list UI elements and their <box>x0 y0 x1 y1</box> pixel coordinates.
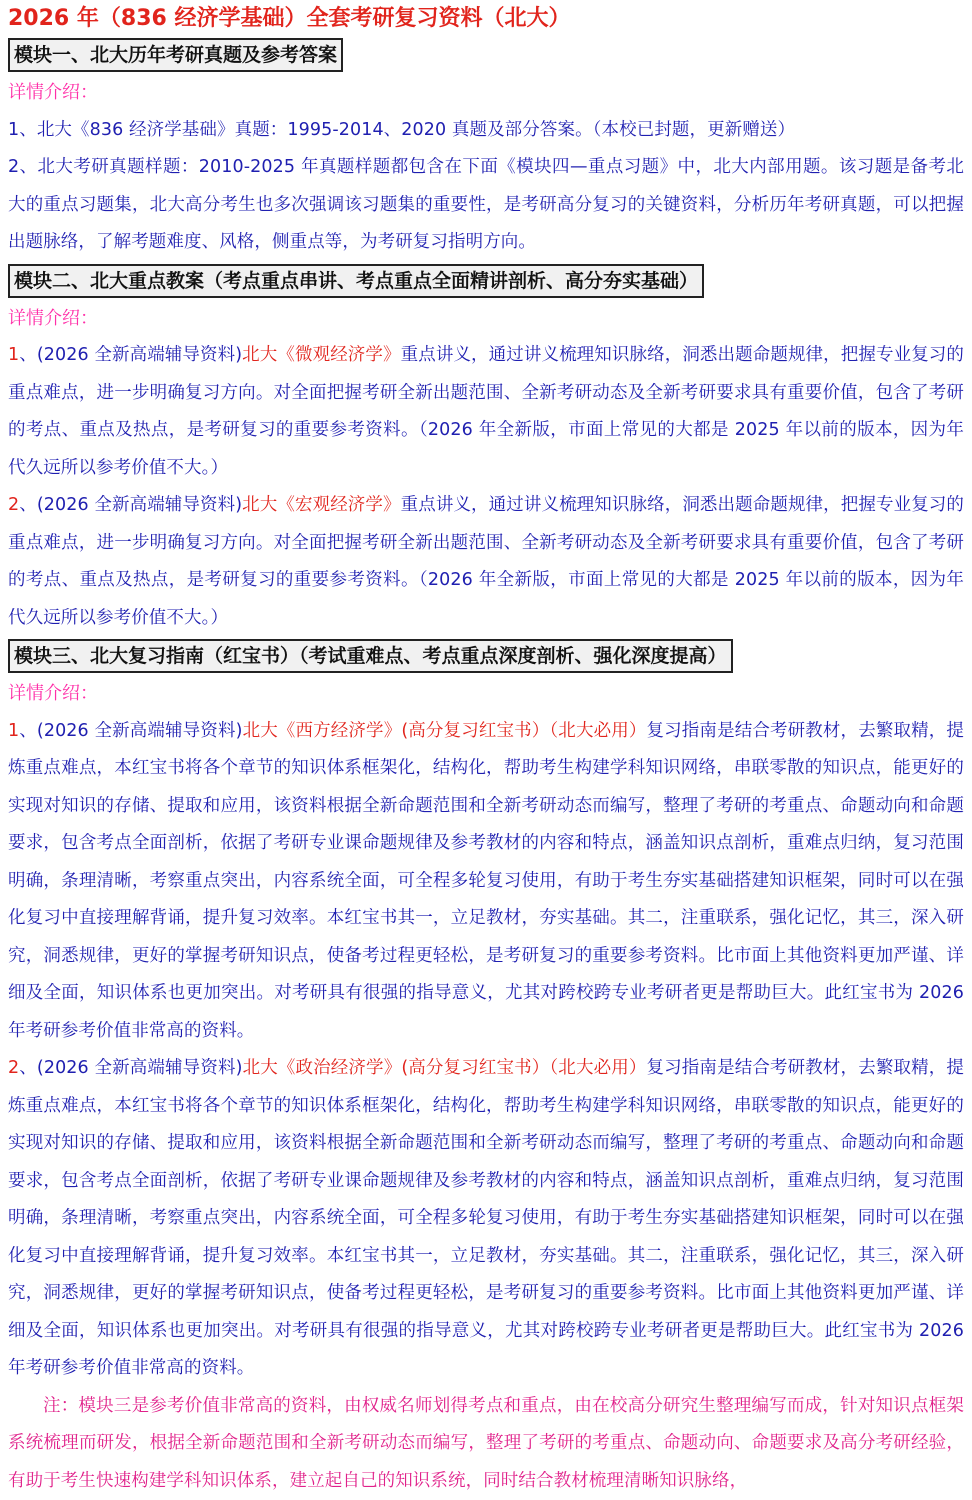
item-prefix: 、(2026 全新高端辅导资料) <box>19 495 242 515</box>
module-3-item-1 <box>8 713 964 1051</box>
item-body: 复习指南是结合考研教材，去繁取精，提炼重点难点，本红宝书将各个章节的知识体系框架化，结构化，帮助考生构建学科知识网络，串联零散的知识点，能更好的实现对知识的存储、提取和应用，该资料根据全新命题范围和全新考研动态而编写，整理了考研的考重点、命题动向和命题要求，包含考点全面剖析，依据了考研专业课命题规律及参考教材的内容和特点，涵盖知识点剖析，重难点归纳，复习范围明确，条理清晰，考察重点突出，内容系统全面，可全程多轮复习使用，有助于考生夯实基础搭建知识框架，同时可以在强化复习中直接理解背诵，提升复习效率。本红宝书其一，立足教材，夯实基础。其二，注重联系，强化记忆，其三，深入研究，洞悉规律，更好的掌握考研知识点，使备考过程更轻松，是考研复习的重要参考资料。比市面上其他资料更加严谨、详细及全面，知识体系也更加突出。对考研具有很强的指导意义，尤其对跨校跨专业考研者更是帮助巨大。此红宝书为 2026 年考研参考价值非常高的资料。 <box>8 1058 964 1378</box>
module-1-item-1: 1、北大《836 经济学基础》真题：1995-2014、2020 真题及部分答案。（本校已封题，更新赠送） <box>8 112 964 150</box>
item-body: 重点讲义，通过讲义梳理知识脉络，洞悉出题命题规律，把握专业复习的重点难点，进一步明确复习方向。对全面把握考研全新出题范围、全新考研动态及全新考研要求具有重要价值，包含了考研的考点、重点及热点，是考研复习的重要参考资料。（2026 年全新版，市面上常见的大都是 2025 年以前的版本，因为年代久远所以参考价值不大。） <box>8 345 964 478</box>
document-title: 2026 年（836 经济学基础）全套考研复习资料（北大） <box>8 2 964 36</box>
module-3-item-2 <box>8 1050 964 1388</box>
detail-label: 详情介绍： <box>8 74 964 112</box>
book-title: 北大《西方经济学》(高分复习红宝书）（北大必用） <box>243 721 647 741</box>
item-number: 1 <box>8 345 19 365</box>
item-number: 1 <box>8 721 19 741</box>
item-prefix: 、(2026 全新高端辅导资料) <box>19 721 242 741</box>
module-2-heading: 模块二、北大重点教案（考点重点串讲、考点重点全面精讲剖析、高分夯实基础） <box>8 264 704 298</box>
item-body: 复习指南是结合考研教材，去繁取精，提炼重点难点，本红宝书将各个章节的知识体系框架化，结构化，帮助考生构建学科知识网络，串联零散的知识点，能更好的实现对知识的存储、提取和应用，该资料根据全新命题范围和全新考研动态而编写，整理了考研的考重点、命题动向和命题要求，包含考点全面剖析，依据了考研专业课命题规律及参考教材的内容和特点，涵盖知识点剖析，重难点归纳，复习范围明确，条理清晰，考察重点突出，内容系统全面，可全程多轮复习使用，有助于考生夯实基础搭建知识框架，同时可以在强化复习中直接理解背诵，提升复习效率。本红宝书其一，立足教材，夯实基础。其二，注重联系，强化记忆，其三，深入研究，洞悉规律，更好的掌握考研知识点，使备考过程更轻松，是考研复习的重要参考资料。比市面上其他资料更加严谨、详细及全面，知识体系也更加突出。对考研具有很强的指导意义，尤其对跨校跨专业考研者更是帮助巨大。此红宝书为 2026 年考研参考价值非常高的资料。 <box>8 721 964 1041</box>
module-1-item-2: 2、北大考研真题样题：2010-2025 年真题样题都包含在下面《模块四—重点习题》中，北大内部用题。该习题是备考北大的重点习题集，北大高分考生也多次强调该习题集的重要性，是考研高分复习的关键资料，分析历年考研真题，可以把握出题脉络，了解考题难度、风格，侧重点等，为考研复习指明方向。 <box>8 149 964 262</box>
detail-label: 详情介绍： <box>8 675 964 713</box>
module-2 <box>8 262 964 638</box>
book-title: 北大《微观经济学》 <box>242 345 400 365</box>
detail-label: 详情介绍： <box>8 300 964 338</box>
module-3-note: 注：模块三是参考价值非常高的资料，由权威名师划得考点和重点，由在校高分研究生整理编写而成，针对知识点框架系统梳理而研发，根据全新命题范围和全新考研动态而编写，整理了考研的考重点、命题动向、命题要求及高分考研经验，有助于考生快速构建学科知识体系，建立起自己的知识系统，同时结合教材梳理清晰知识脉络， <box>8 1388 964 1500</box>
module-3-heading: 模块三、北大复习指南（红宝书）（考试重难点、考点重点深度剖析、强化深度提高） <box>8 639 733 673</box>
module-2-item-1 <box>8 337 964 487</box>
book-title: 北大《政治经济学》(高分复习红宝书）（北大必用） <box>243 1058 647 1078</box>
item-prefix: 、(2026 全新高端辅导资料) <box>19 345 242 365</box>
book-title: 北大《宏观经济学》 <box>242 495 400 515</box>
module-1-heading: 模块一、北大历年考研真题及参考答案 <box>8 38 343 72</box>
item-number: 2 <box>8 495 19 515</box>
item-number: 2 <box>8 1058 19 1078</box>
item-prefix: 、(2026 全新高端辅导资料) <box>19 1058 242 1078</box>
module-3 <box>8 637 964 1500</box>
module-1 <box>8 36 964 262</box>
module-2-item-2 <box>8 487 964 637</box>
item-body: 重点讲义，通过讲义梳理知识脉络，洞悉出题命题规律，把握专业复习的重点难点，进一步明确复习方向。对全面把握考研全新出题范围、全新考研动态及全新考研要求具有重要价值，包含了考研的考点、重点及热点，是考研复习的重要参考资料。（2026 年全新版，市面上常见的大都是 2025 年以前的版本，因为年代久远所以参考价值不大。） <box>8 495 964 628</box>
